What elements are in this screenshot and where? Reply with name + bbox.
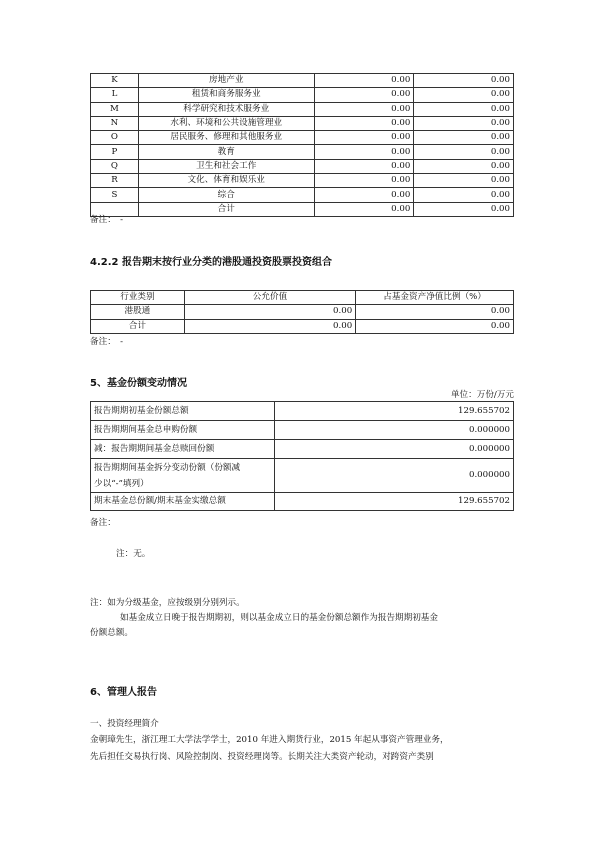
row-value: 129.655702 [274, 493, 513, 511]
table-row [91, 145, 514, 159]
section-5-note-none: 注：无。 [116, 549, 151, 559]
row-code: N [91, 116, 139, 130]
table-row [91, 174, 514, 188]
row-fair-value: 0.00 [184, 305, 355, 319]
row-label-continued: 少以“-”填列） [94, 478, 149, 489]
row-fair-value: 0.00 [314, 74, 414, 88]
row-code: L [91, 88, 139, 102]
row-code: P [91, 145, 139, 159]
row-nav-ratio: 0.00 [414, 116, 514, 130]
row-fair-value: 0.00 [314, 88, 414, 102]
row-label: 期末基金总份额/期末基金实缴总额 [91, 493, 275, 511]
section-5-note-classes: 注：如为分级基金，应按级别分别列示。 [90, 598, 245, 608]
row-fair-value: 0.00 [314, 159, 414, 173]
section-5-note: 备注： [90, 518, 116, 528]
manager-intro-line-2: 先后担任交易执行岗、风险控制岗、投资经理岗等。长期关注大类资产轮动，对跨资产类别 [90, 752, 434, 762]
header-nav-ratio: 占基金资产净值比例（%） [356, 291, 514, 305]
row-nav-ratio: 0.00 [414, 145, 514, 159]
table-row [91, 159, 514, 173]
row-industry-name: 卫生和社会工作 [138, 159, 314, 173]
row-nav-ratio: 0.00 [414, 74, 514, 88]
row-value: 129.655702 [274, 402, 513, 421]
row-code: O [91, 131, 139, 145]
row-industry-name: 租赁和商务服务业 [138, 88, 314, 102]
section-5-note-inception-2: 份额总额。 [90, 628, 133, 638]
row-label: 减：报告期期间基金总赎回份额 [91, 440, 275, 459]
row-industry-name: 合计 [138, 202, 314, 216]
row-value: 0.000000 [274, 459, 513, 493]
row-value: 0.000000 [274, 440, 513, 459]
row-nav-ratio: 0.00 [414, 88, 514, 102]
row-fair-value: 0.00 [184, 319, 355, 333]
hk-connect-table [90, 290, 514, 334]
table-row [91, 202, 514, 216]
row-industry-name: 综合 [138, 188, 314, 202]
row-fair-value: 0.00 [314, 202, 414, 216]
row-nav-ratio: 0.00 [414, 188, 514, 202]
fund-share-table [90, 401, 514, 511]
row-fair-value: 0.00 [314, 116, 414, 130]
row-nav-ratio: 0.00 [414, 102, 514, 116]
row-label: 报告期期初基金份额总额 [91, 402, 275, 421]
row-fair-value: 0.00 [314, 131, 414, 145]
table-header-row [91, 291, 514, 305]
row-fair-value: 0.00 [314, 145, 414, 159]
row-nav-ratio: 0.00 [414, 174, 514, 188]
header-fair-value: 公允价值 [184, 291, 355, 305]
table-row [91, 74, 514, 88]
table-row [91, 102, 514, 116]
row-code: R [91, 174, 139, 188]
row-industry-name: 文化、体育和娱乐业 [138, 174, 314, 188]
table-row [91, 188, 514, 202]
row-industry-name: 居民服务、修理和其他服务业 [138, 131, 314, 145]
row-fair-value: 0.00 [314, 102, 414, 116]
row-nav-ratio: 0.00 [414, 159, 514, 173]
row-nav-ratio: 0.00 [356, 305, 514, 319]
row-code: Q [91, 159, 139, 173]
unit-label: 单位：万份/万元 [450, 390, 514, 400]
table-row [91, 305, 514, 319]
manager-intro-heading: 一、投资经理简介 [90, 719, 159, 729]
table-row [91, 88, 514, 102]
row-category: 港股通 [91, 305, 185, 319]
section-5-note-inception-1: 如基金成立日晚于报告期期初，则以基金成立日的基金份额总额作为报告期期初基金 [120, 613, 438, 623]
section-422-title: 4.2.2 报告期末按行业分类的港股通投资股票投资组合 [90, 257, 332, 268]
row-label: 报告期期间基金总申购份额 [91, 421, 275, 440]
table-row [91, 421, 514, 440]
row-industry-name: 科学研究和技术服务业 [138, 102, 314, 116]
row-industry-name: 房地产业 [138, 74, 314, 88]
section-422-note: 备注： - [90, 337, 123, 347]
industry-table [90, 73, 514, 217]
row-fair-value: 0.00 [314, 174, 414, 188]
row-label: 报告期期间基金拆分变动份额（份额减 [94, 462, 241, 473]
section-5-title: 5、基金份额变动情况 [90, 378, 187, 389]
table-row [91, 459, 514, 493]
row-category: 合计 [91, 319, 185, 333]
row-code: M [91, 102, 139, 116]
manager-intro-line-1: 金朝璋先生，浙江理工大学法学学士，2010 年进入期货行业，2015 年起从事资产管理业务， [90, 735, 449, 745]
row-nav-ratio: 0.00 [414, 131, 514, 145]
row-nav-ratio: 0.00 [356, 319, 514, 333]
row-code: K [91, 74, 139, 88]
table-row [91, 402, 514, 421]
table-row [91, 319, 514, 333]
section-6-title: 6、管理人报告 [90, 687, 157, 698]
row-code: S [91, 188, 139, 202]
row-nav-ratio: 0.00 [414, 202, 514, 216]
table-row [91, 493, 514, 511]
row-value: 0.000000 [274, 421, 513, 440]
table-row [91, 116, 514, 130]
row-fair-value: 0.00 [314, 188, 414, 202]
table-row [91, 440, 514, 459]
table-row [91, 131, 514, 145]
header-industry-category: 行业类别 [91, 291, 185, 305]
row-industry-name: 水利、环境和公共设施管理业 [138, 116, 314, 130]
row-industry-name: 教育 [138, 145, 314, 159]
industry-table-note: 备注： - [90, 215, 123, 225]
